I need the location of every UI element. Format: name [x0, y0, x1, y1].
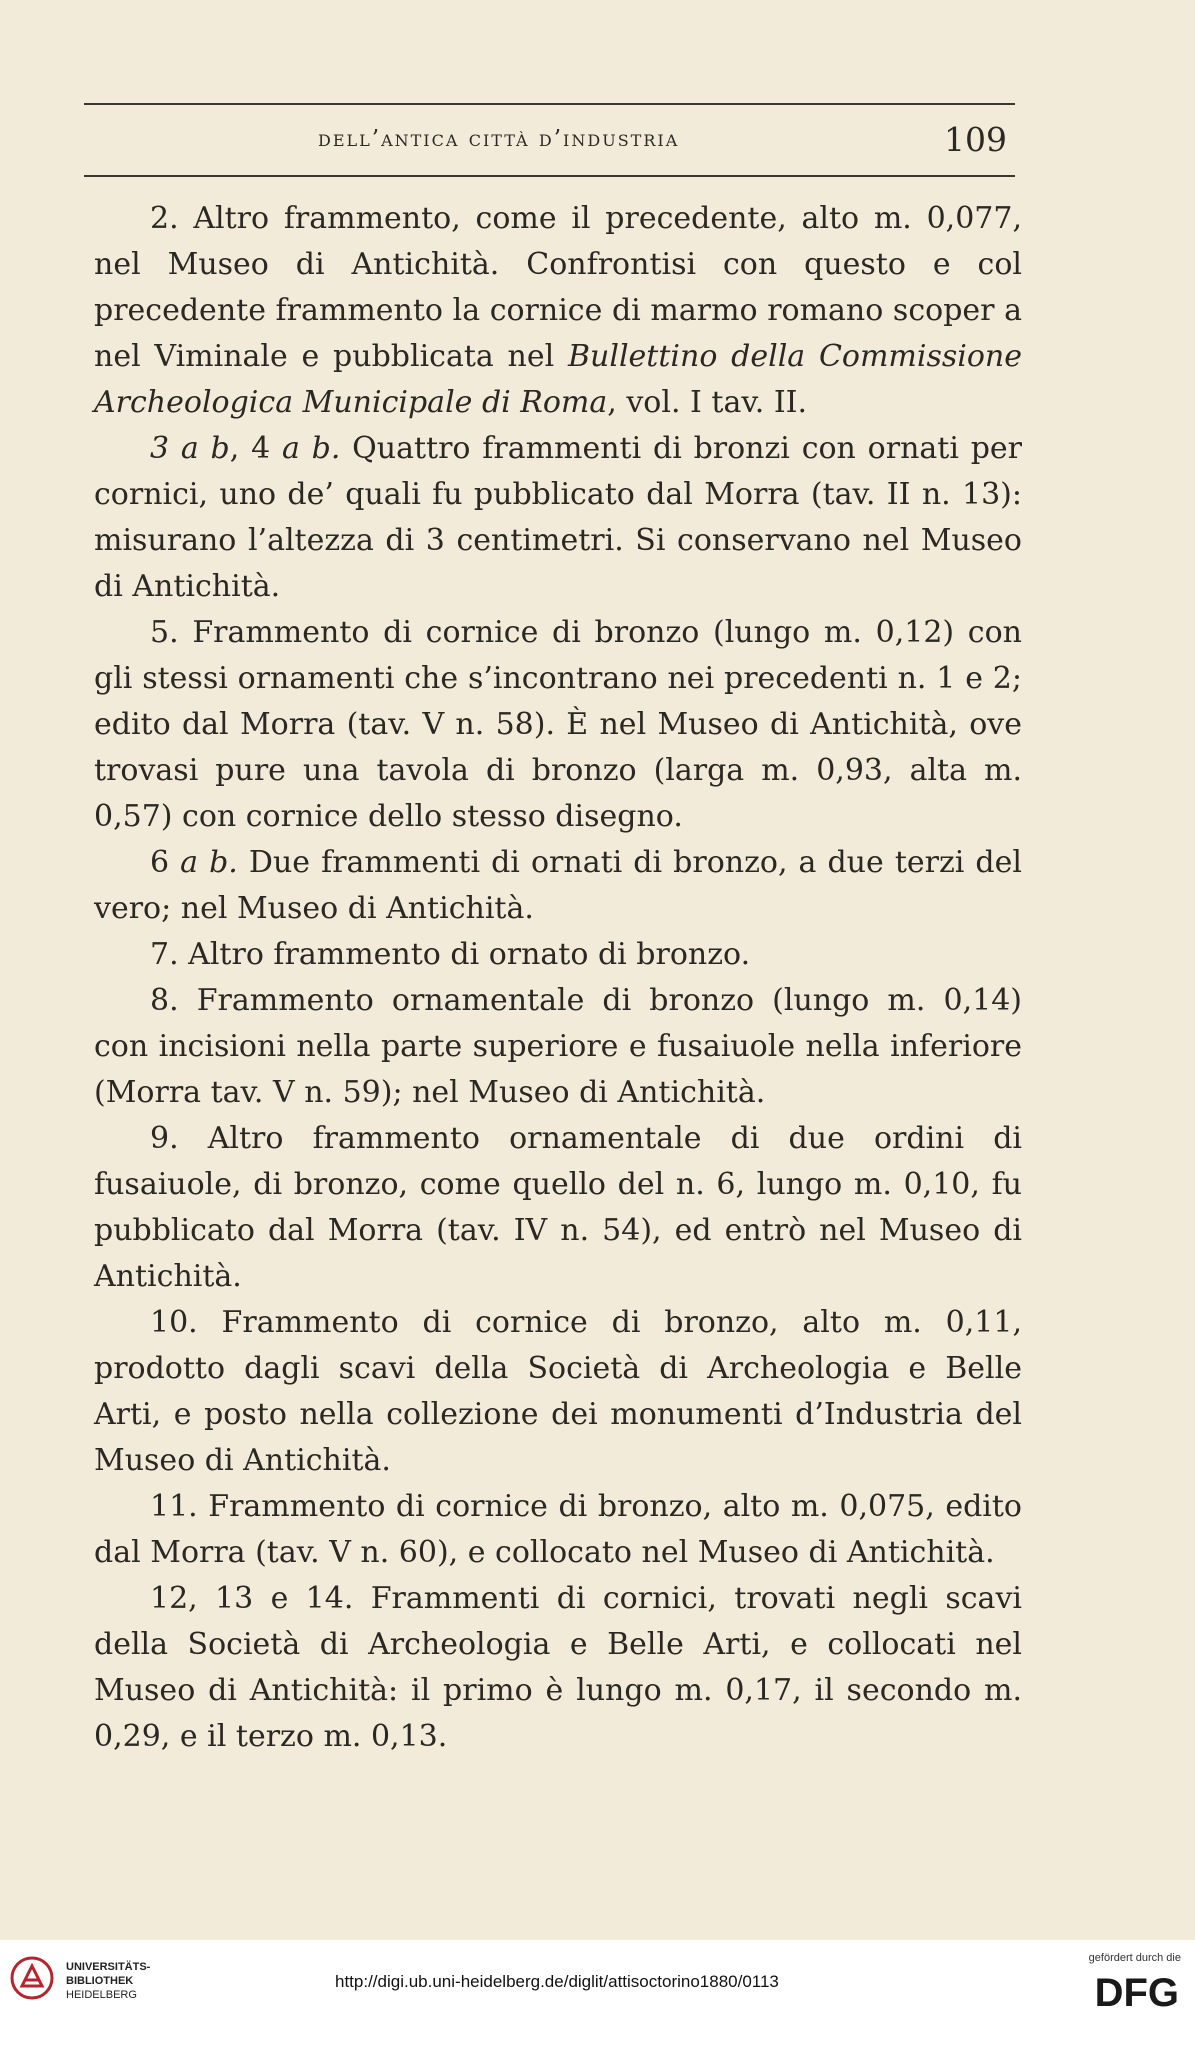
paragraph-item-7: 7. Altro frammento di ornato di bronzo. [150, 937, 751, 972]
paragraph-item-9: 9. Altro frammento ornamentale di due ordini di fusaiuole, di bronzo, come quello del n. 6, lungo m. 0,10, fu pubblicato dal Morra (tav. IV n. 54), ed entrò nel Museo di Antichità. [94, 1121, 1022, 1294]
dfg-logo-icon [1061, 1968, 1181, 2012]
paragraph-item-5: 5. Frammento di cornice di bronzo (lungo m. 0,12) con gli stessi ornamenti che s’incontrano nei precedenti n. 1 e 2; edito dal Morra (tav. V n. 58). È nel Museo di Antichità, ove trovasi pure una tavola di bronzo (larga m. 0,93, alta m. 0,57) con cornice dello stesso disegno. [94, 615, 1022, 834]
university-seal-icon [10, 1956, 54, 2000]
viewer-footer [0, 1940, 1195, 2046]
body-text [94, 196, 1022, 1760]
paragraph-item-12-14: 12, 13 e 14. Frammenti di cornici, trovati negli scavi della Società di Archeologia e Belle Arti, e collocati nel Museo di Antichità: il primo è lungo m. 0,17, il secondo m. 0,29, e il terzo m. 0,13. [94, 1581, 1022, 1754]
running-title: dell’antica città d’industria [318, 126, 680, 152]
paragraph-item-6: 6 a b. Due frammenti di ornati di bronzo, a due terzi del vero; nel Museo di Antichità. [94, 845, 1022, 926]
paragraph-item-8: 8. Frammento ornamentale di bronzo (lungo m. 0,14) con incisioni nella parte superiore e fusaiuole nella inferiore (Morra tav. V n. 59); nel Museo di Antichità. [94, 983, 1022, 1110]
header-rule-bottom [84, 175, 1015, 177]
paragraph-item-11: 11. Frammento di cornice di bronzo, alto m. 0,075, edito dal Morra (tav. V n. 60), e collocato nel Museo di Antichità. [94, 1489, 1022, 1570]
permalink-url[interactable]: http://digi.ub.uni-heidelberg.de/diglit/attisoctorino1880/0113 [335, 1972, 779, 1991]
italic-title: Bullettino della Commissione Archeologica Municipale di Roma [94, 339, 1022, 420]
library-name: UNIVERSITÄTS- BIBLIOTHEK HEIDELBERG [66, 1961, 151, 2001]
header-rule-top [84, 103, 1015, 105]
paragraph-item-10: 10. Frammento di cornice di bronzo, alto m. 0,11, prodotto dagli scavi della Società di Archeologia e Belle Arti, e posto nella collezione dei monumenti d’Industria del Museo di Antichità. [94, 1305, 1022, 1478]
paragraph-item-3-4: 3 a b, 4 a b. Quattro frammenti di bronzi con ornati per cornici, uno de’ quali fu pubblicato dal Morra (tav. II n. 13): misurano l’altezza di 3 centimetri. Si conservano nel Museo di Antichità. [94, 431, 1023, 604]
paragraph-item-2: 2. Altro frammento, come il precedente, alto m. 0,077, nel Museo di Antichità. Confrontisi con questo e col precedente frammento la cornice di marmo romano scoper a nel Viminale e pubblicata nel Bullettino della Commissione Archeologica Municipale di Roma, vol. I tav. II. [94, 201, 1022, 420]
page-number: 109 [944, 120, 1007, 159]
running-header [84, 122, 1015, 158]
funding-note: gefördert durch die [1088, 1952, 1181, 1964]
svg-text:DFG: DFG [1094, 1971, 1179, 2012]
